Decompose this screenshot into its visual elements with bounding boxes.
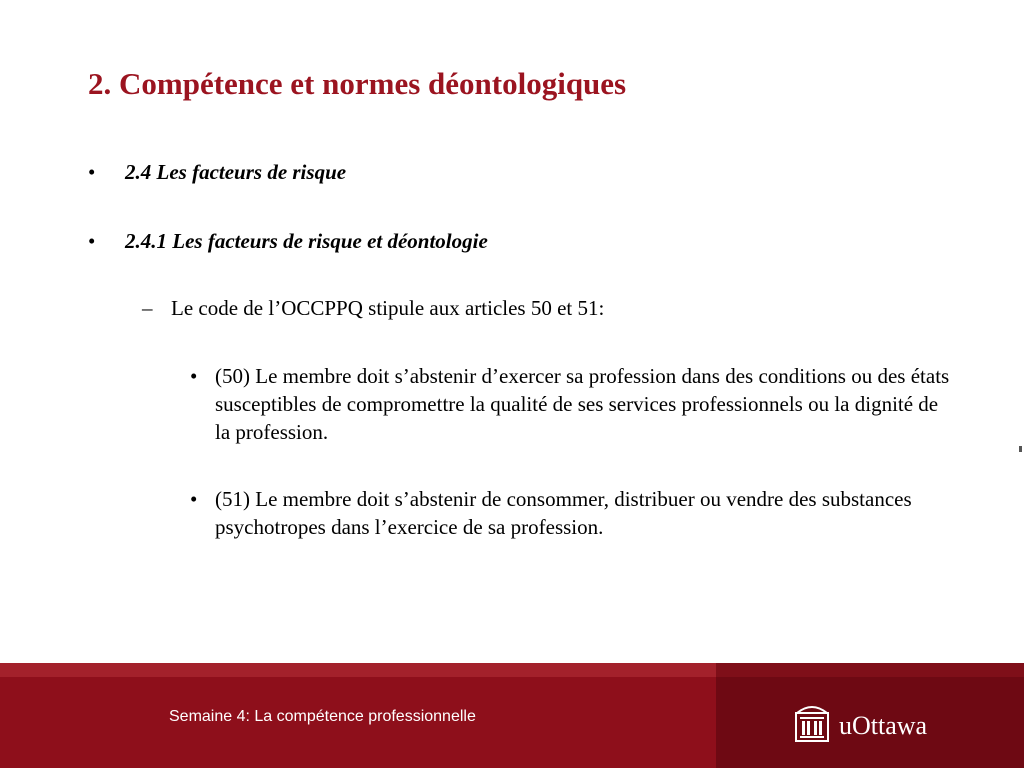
bullet-marker: • xyxy=(88,160,96,184)
logo-wordmark: uOttawa xyxy=(839,711,928,740)
footer-band xyxy=(0,663,1024,768)
bullet-marker: • xyxy=(190,364,198,388)
bullet-marker: • xyxy=(88,229,96,253)
bullet-marker: • xyxy=(190,487,198,511)
edge-mark xyxy=(1019,446,1022,452)
dash-marker: – xyxy=(142,296,153,320)
article-50 xyxy=(190,362,950,446)
sub-bullet-text: Le code de l’OCCPPQ stipule aux articles 50 et 51: xyxy=(171,296,605,320)
bullet-text: 2.4.1 Les facteurs de risque et déontologie xyxy=(125,229,488,253)
footer-logo-top-stripe xyxy=(716,663,1024,677)
slide-title: 2. Compétence et normes déontologiques xyxy=(88,66,627,101)
university-building-icon xyxy=(793,703,831,743)
article-51 xyxy=(190,485,950,541)
article-text: (50) Le membre doit s’abstenir d’exercer sa profession dans des conditions ou des états susceptibles de compromettre la qualité de ses services professionnels ou la dignité de la profession. xyxy=(215,364,950,444)
footer-caption: Semaine 4: La compétence professionnelle xyxy=(169,708,476,725)
article-text: (51) Le membre doit s’abstenir de consommer, distribuer ou vendre des substances psychotropes dans l’exercice de sa profession. xyxy=(215,487,912,539)
bullet-text: 2.4 Les facteurs de risque xyxy=(125,160,347,184)
